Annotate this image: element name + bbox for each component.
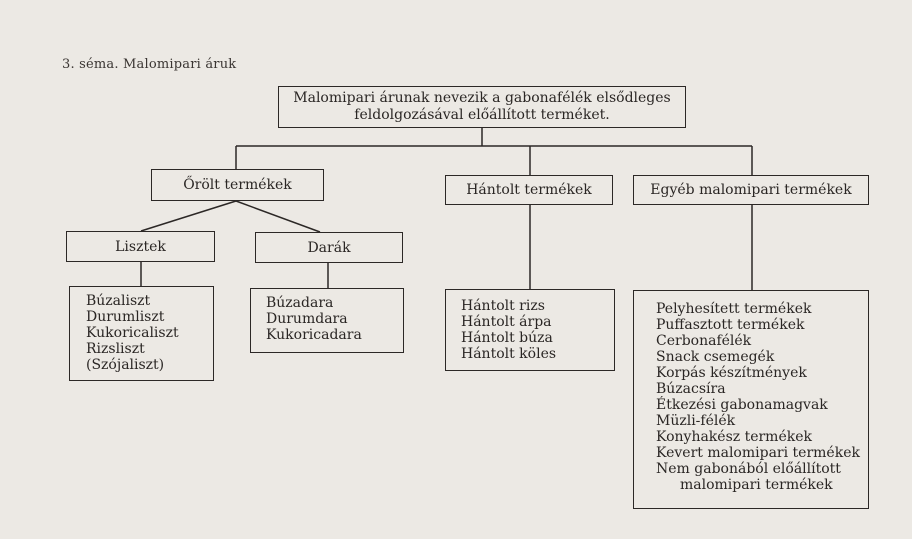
list-item: Konyhakész termékek — [656, 429, 812, 445]
list-item: Kukoricadara — [266, 327, 362, 343]
root-line-2: feldolgozásával előállított terméket. — [354, 107, 610, 123]
list-item: Puffasztott termékek — [656, 317, 805, 333]
orolt-termekek-box — [151, 169, 324, 201]
list-item: malomipari termékek — [680, 477, 833, 493]
darak-label: Darák — [307, 239, 351, 256]
egyeb-list-box — [633, 290, 869, 509]
darak-list-box — [250, 288, 404, 353]
list-item: Snack csemegék — [656, 349, 775, 365]
darak-box — [255, 232, 403, 263]
list-item: Kevert malomipari termékek — [656, 445, 860, 461]
egyeb-termekek-box — [633, 175, 869, 205]
list-item: Kukoricaliszt — [86, 325, 179, 341]
list-item: Hántolt köles — [461, 346, 557, 362]
list-item: Rizsliszt — [86, 341, 145, 357]
list-item: Búzaliszt — [86, 293, 151, 309]
list-item: Hántolt rizs — [461, 298, 545, 314]
connector-orolt-darak — [236, 201, 320, 232]
list-item: Cerbonafélék — [656, 333, 752, 349]
root-line-1: Malomipari árunak nevezik a gabonafélék elsődleges — [293, 90, 671, 106]
list-item: Nem gabonából előállított — [656, 461, 841, 477]
hantolt-label: Hántolt termékek — [466, 182, 592, 198]
list-item: Müzli-félék — [656, 413, 736, 429]
list-item: Búzacsíra — [656, 381, 726, 397]
diagram-caption: 3. séma. Malomipari áruk — [62, 57, 237, 72]
hantolt-list-box — [445, 289, 615, 371]
hantolt-termekek-box — [445, 175, 613, 205]
lisztek-box — [66, 231, 215, 262]
list-item: Korpás készítmények — [656, 365, 807, 381]
list-item: Durumdara — [266, 311, 348, 327]
list-item: Pelyhesített termékek — [656, 301, 812, 317]
list-item: Búzadara — [266, 295, 334, 311]
list-item: Étkezési gabonamagvak — [656, 397, 828, 413]
list-item: Hántolt árpa — [461, 314, 552, 330]
root-definition-box — [278, 86, 686, 128]
connector-orolt-lisztek — [141, 201, 236, 231]
list-item: Hántolt búza — [461, 330, 553, 346]
orolt-label: Őrölt termékek — [183, 177, 292, 193]
list-item: Durumliszt — [86, 309, 165, 325]
lisztek-label: Lisztek — [115, 238, 166, 255]
lisztek-list-box — [69, 286, 214, 381]
list-item: (Szójaliszt) — [86, 357, 165, 373]
egyeb-label: Egyéb malomipari termékek — [650, 182, 852, 198]
